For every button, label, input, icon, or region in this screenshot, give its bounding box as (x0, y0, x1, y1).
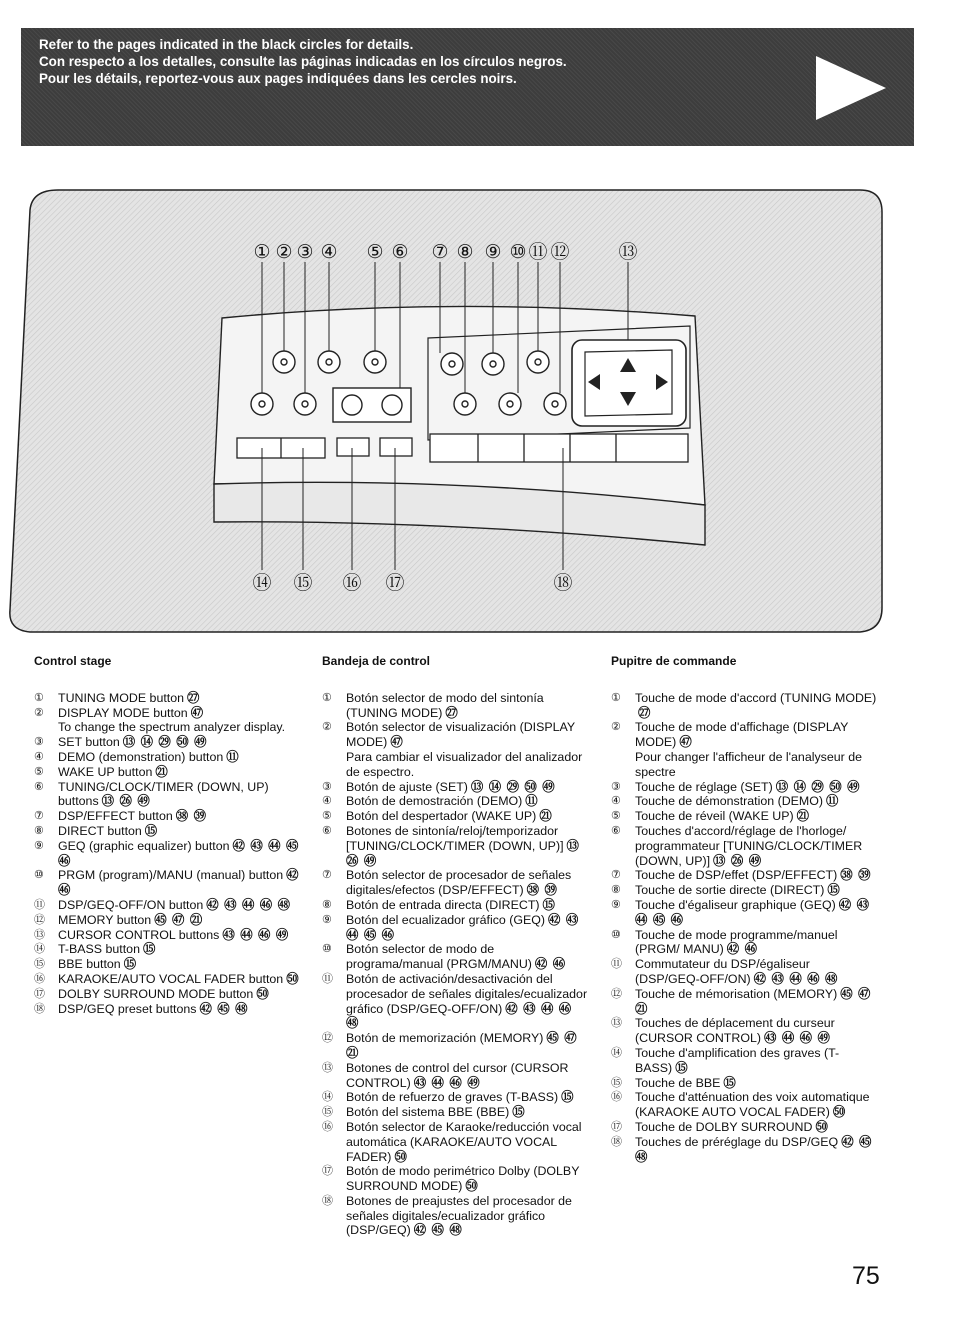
item-page-refs: ㊷ ㊸ ㊹ ㊻ ㊽ (346, 1001, 573, 1031)
item-text: Touche de BBE (635, 1075, 721, 1090)
item-page-refs: ㉗ (445, 705, 459, 720)
item-number: ⑧ (34, 824, 44, 837)
list-item (322, 1061, 588, 1091)
list-item (34, 957, 300, 972)
item-page-refs: ⑮ (512, 1105, 526, 1120)
item-text: Botón selector de Karaoke/reducción vocal automática (KARAOKE/AUTO VOCAL FADER) (346, 1119, 582, 1164)
item-page-refs: ⑪ (826, 794, 840, 809)
item-number: ⑬ (34, 928, 45, 941)
list-item (34, 898, 300, 913)
list-item (322, 913, 588, 943)
item-text: Botón de activación/desactivación del procesador de señales digitales/ecualizador gráfico (DSP/GEQ-OFF/ON) (346, 971, 588, 1016)
item-number: ⑭ (34, 943, 45, 956)
item-text: Botón del despertador (WAKE UP) (346, 809, 537, 824)
item-text: Botón selector de modo del sintonía (TUNING MODE) (346, 690, 544, 720)
item-number: ⑱ (34, 1002, 45, 1015)
item-number: ⑯ (322, 1120, 333, 1133)
item-number: ⑱ (611, 1135, 622, 1148)
list-item (34, 1002, 300, 1017)
item-number: ⑫ (34, 913, 45, 926)
item-text: Touche d'amplification des graves (T-BASS) (635, 1045, 840, 1075)
item-number: ③ (611, 780, 621, 793)
list-item (611, 1076, 878, 1091)
callout-6: ⑥ (391, 241, 409, 263)
item-text: BBE button (58, 957, 121, 972)
list-item (322, 898, 588, 913)
item-page-refs: ㊿ (815, 1119, 829, 1134)
item-number: ⑤ (34, 765, 44, 778)
list-item (322, 942, 588, 972)
item-page-refs: ⑮ (542, 897, 556, 912)
item-number: ⑫ (322, 1032, 333, 1045)
item-text: Touche de mode programme/manuel (PRGM/ MANU) (635, 927, 838, 957)
list-item (34, 706, 300, 736)
column-heading: Pupitre de commande (611, 654, 737, 668)
item-text: Touche d'égaliseur graphique (GEQ) (635, 897, 836, 912)
item-text: Touche de sortie directe (DIRECT) (635, 883, 825, 898)
list-item (611, 868, 878, 883)
item-text: DOLBY SURROUND MODE button (58, 986, 254, 1001)
item-number: ⑬ (322, 1061, 333, 1074)
list-item (322, 1194, 588, 1238)
item-page-refs: ㊷ ㊺ ㊽ (635, 1134, 873, 1164)
item-page-refs: ⑪ (525, 794, 539, 809)
item-page-refs: ㊼ (390, 735, 404, 750)
item-text: SET button (58, 735, 120, 750)
item-page-refs: ⑬ ㉖ ㊾ (346, 838, 580, 868)
item-list (322, 691, 588, 1238)
item-text: Touche de DOLBY SURROUND (635, 1119, 813, 1134)
list-item (322, 691, 588, 721)
item-text: Botones de preajustes del procesador de señales digitales/ecualizador gráfico (DSP/GEQ) (346, 1193, 572, 1238)
item-note: Para cambiar el visualizador del analizador de espectro. (346, 749, 583, 779)
item-page-refs: ㊷ ㊸ ㊹ ㊺ ㊻ (346, 912, 580, 942)
item-list (611, 691, 878, 1165)
item-text: T-BASS button (58, 942, 140, 957)
list-item (611, 824, 878, 868)
item-page-refs: ㊿ (256, 986, 270, 1001)
item-text: Touche de réveil (WAKE UP) (635, 809, 794, 824)
karaoke-button (337, 438, 369, 456)
item-page-refs: ㉑ (155, 764, 169, 779)
item-number: ⑭ (611, 1046, 622, 1059)
item-text: Touche de mémorisation (MEMORY) (635, 986, 838, 1001)
item-page-refs: ㊷ ㊻ (58, 868, 300, 898)
callout-18: ⑱ (553, 572, 573, 594)
list-item (34, 972, 300, 987)
item-text: Botones de control del cursor (CURSOR CONTROL) (346, 1060, 569, 1090)
item-page-refs: ㊿ (465, 1179, 479, 1194)
callout-10: ⑩ (509, 241, 527, 263)
list-item (611, 780, 878, 795)
item-number: ② (611, 721, 621, 734)
item-page-refs: ⑮ (827, 883, 841, 898)
list-item (34, 691, 300, 706)
item-number: ⑪ (611, 958, 622, 971)
item-page-refs: ㊺ ㊼ ㉑ (635, 986, 872, 1016)
item-page-refs: ㊷ ㊸ ㊹ ㊺ ㊻ (635, 897, 870, 927)
item-text: Botón de demostración (DEMO) (346, 794, 523, 809)
item-text: DEMO (demonstration) button (58, 749, 224, 764)
list-item (322, 1164, 588, 1194)
item-text: Touche de mode d'affichage (DISPLAY MODE) (635, 720, 849, 750)
callout-1: ① (253, 241, 271, 263)
item-text: DSP/GEQ-OFF/ON button (58, 897, 204, 912)
item-page-refs: ㊼ (679, 735, 693, 750)
list-item (34, 839, 300, 869)
column-heading: Bandeja de control (322, 654, 431, 668)
item-page-refs: ⑬ ⑭ ㉙ ㊿ ㊾ (122, 735, 208, 750)
list-item (611, 883, 878, 898)
list-item (34, 928, 300, 943)
item-number: ⑮ (322, 1106, 333, 1119)
item-text: Touche de réglage (SET) (635, 779, 773, 794)
item-number: ⑧ (611, 884, 621, 897)
item-number: ⑦ (322, 869, 332, 882)
banner-line-es: Con respecto a los detalles, consulte las páginas indicadas en los círculos negros. (39, 54, 567, 69)
item-text: DIRECT button (58, 823, 142, 838)
item-number: ⑥ (611, 824, 621, 837)
item-number: ③ (34, 736, 44, 749)
list-item (322, 720, 588, 779)
item-text: PRGM (program)/MANU (manual) button (58, 868, 284, 883)
item-text: Botón del sistema BBE (BBE) (346, 1105, 510, 1120)
item-page-refs: ⑬ ㉖ ㊾ (101, 794, 151, 809)
item-text: Commutateur du DSP/égaliseur (DSP/GEQ-OFF/ON) (635, 957, 810, 986)
item-text: Botón de modo perimétrico Dolby (DOLBY SURROUND MODE) (346, 1164, 580, 1194)
item-page-refs: ㊺ ㊼ ㉑ (346, 1031, 578, 1060)
list-item (322, 1120, 588, 1164)
callout-12: ⑫ (550, 241, 570, 263)
item-text: Botón de ajuste (SET) (346, 779, 468, 794)
item-text: Botón selector de modo de programa/manual (PRGM/MANU) (346, 942, 532, 972)
item-text: Botones de sintonía/reloj/temporizador [TUNING/CLOCK/TIMER (DOWN, UP)] (346, 823, 564, 853)
list-item (611, 1090, 878, 1120)
item-text: Touche d'atténuation des voix automatique (KARAOKE AUTO VOCAL FADER) (635, 1090, 870, 1120)
item-page-refs: ㊷ ㊸ ㊹ ㊺ ㊻ (58, 838, 300, 868)
item-text: Touche de DSP/effet (DSP/EFFECT) (635, 868, 838, 883)
item-number: ② (34, 706, 44, 719)
list-item (322, 1090, 588, 1105)
item-page-refs: ⑮ (144, 823, 159, 838)
callout-8: ⑧ (456, 241, 474, 263)
item-number: ⑧ (322, 898, 332, 911)
page-number: 75 (852, 1262, 880, 1290)
item-number: ⑰ (34, 987, 45, 1000)
item-page-refs: ⑮ (142, 942, 157, 957)
item-text: Botón selector de procesador de señales digitales/efectos (DSP/EFFECT) (346, 868, 572, 898)
column-heading: Control stage (34, 654, 112, 668)
item-number: ⑫ (611, 987, 622, 1000)
list-item (322, 780, 588, 795)
item-text: Touche de démonstration (DEMO) (635, 794, 824, 809)
list-item (611, 794, 878, 809)
list-item (34, 942, 300, 957)
list-item (611, 928, 878, 958)
preset-buttons (430, 434, 688, 462)
item-text: CURSOR CONTROL buttons (58, 927, 220, 942)
item-page-refs: ㉑ (539, 809, 553, 824)
item-text: MEMORY button (58, 912, 152, 927)
item-page-refs: ⑪ (226, 749, 240, 764)
item-text: Touches de déplacement du curseur (CURSOR CONTROL) (635, 1016, 835, 1046)
item-number: ⑩ (34, 869, 44, 882)
list-item (34, 735, 300, 750)
item-number: ⑮ (611, 1076, 622, 1089)
item-number: ⑤ (322, 810, 332, 823)
list-item (611, 987, 878, 1017)
item-number: ⑪ (322, 972, 333, 985)
callout-2: ② (275, 241, 293, 263)
list-item (322, 1105, 588, 1120)
list-item (611, 957, 878, 987)
column-english (34, 654, 300, 1016)
item-page-refs: ㊼ (190, 705, 205, 720)
item-text: WAKE UP button (58, 764, 153, 779)
item-number: ① (34, 691, 44, 704)
item-text: Touches d'accord/réglage de l'horloge/ programmateur [TUNING/CLOCK/TIMER (DOWN, UP)] (635, 823, 863, 868)
item-page-refs: ㊷ ㊻ (534, 957, 567, 972)
item-page-refs: ㊳ ㊴ (175, 809, 208, 824)
item-number: ⑨ (611, 898, 621, 911)
item-number: ② (322, 721, 332, 734)
callout-15: ⑮ (293, 572, 313, 594)
list-item (322, 809, 588, 824)
item-number: ⑪ (34, 898, 45, 911)
item-page-refs: ㊷ ㊸ ㊹ ㊻ ㊽ (206, 897, 292, 912)
item-number: ⑮ (34, 958, 45, 971)
item-number: ⑥ (34, 780, 44, 793)
item-page-refs: ㊿ (832, 1105, 847, 1120)
item-page-refs: ㊷ ㊻ (726, 942, 759, 957)
item-page-refs: ⑮ (675, 1060, 689, 1075)
item-text: TUNING/CLOCK/TIMER (DOWN, UP) buttons (58, 779, 269, 809)
list-item (611, 809, 878, 824)
item-note: Pour changer l'afficheur de l'analyseur de spectre (635, 749, 862, 779)
item-page-refs: ㊸ ㊹ ㊻ ㊾ (222, 927, 290, 942)
callout-3: ③ (296, 241, 314, 263)
item-text: KARAOKE/AUTO VOCAL FADER button (58, 971, 284, 986)
item-page-refs: ⑮ (723, 1075, 737, 1090)
item-page-refs: ㊳ ㊴ (840, 868, 872, 883)
list-item (34, 809, 300, 824)
item-page-refs: ⑬ ⑭ ㉙ ㊿ ㊾ (775, 779, 861, 794)
item-number: ⑭ (322, 1091, 333, 1104)
item-note: To change the spectrum analyzer display. (58, 720, 286, 735)
item-number: ⑦ (34, 810, 44, 823)
banner-line-fr: Pour les détails, reportez-vous aux pages indiquées dans les cercles noirs. (39, 71, 517, 86)
callout-16: ⑯ (342, 572, 362, 594)
item-text: Botón del ecualizador gráfico (GEQ) (346, 912, 546, 927)
item-page-refs: ㊷ ㊸ ㊹ ㊻ ㊽ (753, 971, 839, 986)
item-number: ④ (34, 750, 44, 763)
item-text: Touche de mode d'accord (TUNING MODE) (635, 690, 877, 705)
list-item (322, 1031, 588, 1061)
item-number: ⑰ (322, 1165, 333, 1178)
item-text: DSP/GEQ preset buttons (58, 1001, 197, 1016)
item-number: ⑨ (322, 913, 332, 926)
item-number: ⑤ (611, 810, 621, 823)
item-page-refs: ㉗ (187, 690, 201, 705)
item-page-refs: ⑮ (123, 957, 138, 972)
column-french (611, 654, 878, 1164)
callout-13: ⑬ (618, 241, 638, 263)
item-number: ⑯ (34, 972, 45, 985)
item-text: TUNING MODE button (58, 690, 184, 705)
item-text: Botón de refuerzo de graves (T-BASS) (346, 1090, 559, 1105)
item-number: ④ (322, 795, 332, 808)
item-number: ⑱ (322, 1194, 333, 1207)
item-page-refs: ⑮ (561, 1090, 575, 1105)
list-item (322, 868, 588, 898)
item-page-refs: ㉗ (638, 705, 652, 720)
item-text: Botón de memorización (MEMORY) (346, 1031, 544, 1046)
list-item (34, 824, 300, 839)
item-page-refs: ㊳ ㊴ (526, 883, 558, 898)
list-item (611, 691, 878, 721)
control-panel-diagram (0, 0, 954, 640)
item-page-refs: ⑬ ⑭ ㉙ ㊿ ㊾ (470, 779, 556, 794)
callout-5: ⑤ (366, 241, 384, 263)
item-number: ⑨ (34, 839, 44, 852)
item-number: ⑦ (611, 869, 621, 882)
item-number: ④ (611, 795, 621, 808)
list-item (611, 1120, 878, 1135)
list-item (34, 780, 300, 810)
dolby-button (380, 438, 412, 456)
banner-line-en: Refer to the pages indicated in the black circles for details. (39, 37, 414, 52)
callout-4: ④ (320, 241, 338, 263)
item-text: Botón de entrada directa (DIRECT) (346, 897, 540, 912)
callout-14: ⑭ (252, 572, 272, 594)
item-number: ⑩ (322, 943, 332, 956)
list-item (34, 750, 300, 765)
list-item (322, 972, 588, 1031)
item-page-refs: ㊺ ㊼ ㉑ (154, 912, 204, 927)
list-item (34, 913, 300, 928)
list-item (322, 794, 588, 809)
list-item (611, 1135, 878, 1165)
item-number: ⑩ (611, 928, 621, 941)
item-number: ③ (322, 780, 332, 793)
item-list (34, 691, 300, 1017)
item-text: Touches de préréglage du DSP/GEQ (635, 1134, 839, 1149)
callout-9: ⑨ (484, 241, 502, 263)
column-spanish (322, 654, 588, 1238)
item-page-refs: ㊷ ㊺ ㊽ (199, 1001, 249, 1016)
list-item (34, 987, 300, 1002)
list-item (34, 765, 300, 780)
list-item (611, 720, 878, 779)
list-item (322, 824, 588, 868)
item-page-refs: ㊸ ㊹ ㊻ ㊾ (413, 1075, 481, 1090)
item-page-refs: ㊷ ㊺ ㊽ (413, 1223, 463, 1238)
list-item (611, 898, 878, 928)
callout-7: ⑦ (431, 241, 449, 263)
list-item (34, 868, 300, 898)
item-page-refs: ⑬ ㉖ ㊾ (713, 853, 763, 868)
callout-11: ⑪ (528, 241, 548, 263)
item-page-refs: ㊿ (394, 1149, 408, 1164)
item-number: ⑰ (611, 1120, 622, 1133)
item-number: ① (322, 691, 332, 704)
item-page-refs: ㊸ ㊹ ㊻ ㊾ (763, 1031, 831, 1046)
item-page-refs: ㉑ (796, 809, 810, 824)
item-text: DISPLAY MODE button (58, 705, 188, 720)
item-number: ⑬ (611, 1017, 622, 1030)
callout-17: ⑰ (385, 572, 405, 594)
item-text: Botón selector de visualización (DISPLAY MODE) (346, 720, 575, 750)
item-text: GEQ (graphic equalizer) button (58, 838, 230, 853)
list-item (611, 1016, 878, 1046)
item-text: DSP/EFFECT button (58, 809, 173, 824)
item-number: ⑥ (322, 824, 332, 837)
list-item (611, 1046, 878, 1076)
item-number: ① (611, 691, 621, 704)
item-number: ⑯ (611, 1091, 622, 1104)
item-page-refs: ㊿ (286, 971, 300, 986)
